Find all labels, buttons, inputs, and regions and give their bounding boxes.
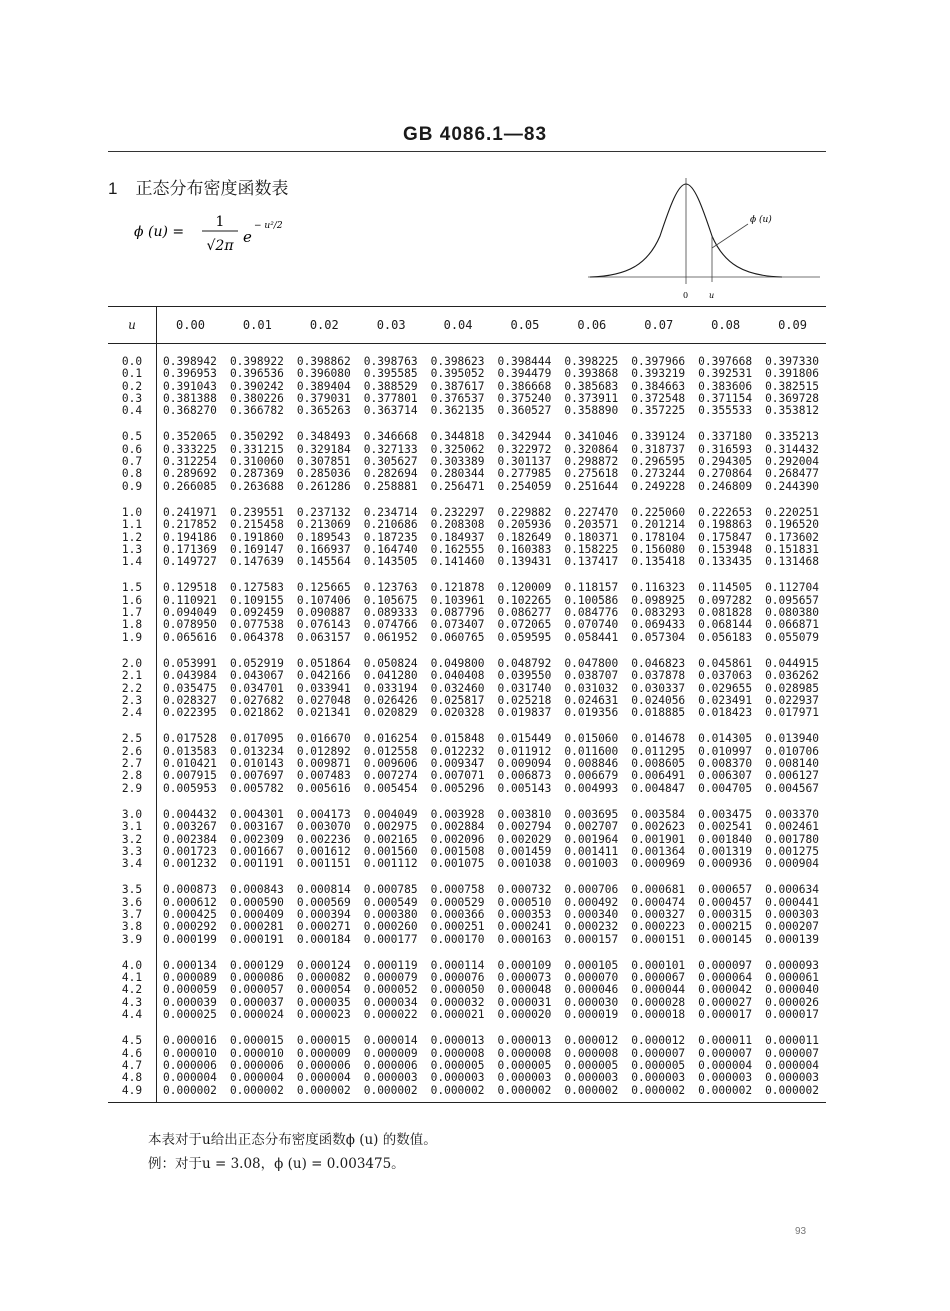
density-values: 0.398444 0.394479 0.386668 0.375240 0.360527 bbox=[497, 355, 552, 418]
u-values: 3.5 3.6 3.7 3.8 3.9 bbox=[108, 875, 157, 950]
density-values: 0.003370 0.002461 0.001780 0.001275 0.000904 bbox=[765, 807, 819, 871]
density-values: 0.398623 0.395052 0.387617 0.376537 0.362135 bbox=[430, 355, 485, 418]
col-header: 0.01 bbox=[224, 307, 291, 344]
table-row bbox=[108, 951, 826, 1026]
density-values: 0.000016 0.000010 0.000006 0.000004 0.000002 bbox=[163, 1034, 217, 1097]
density-values: 0.000101 0.000067 0.000044 0.000028 0.000018 bbox=[631, 958, 686, 1022]
u-values: 0.0 0.1 0.2 0.3 0.4 bbox=[108, 344, 157, 423]
curve-axis-zero: 0 bbox=[683, 291, 689, 300]
density-values: 0.000657 0.000457 0.000315 0.000215 0.000145 bbox=[698, 883, 753, 946]
section-title bbox=[108, 174, 288, 199]
density-values: 0.000012 0.000008 0.000005 0.000003 0.000002 bbox=[564, 1034, 619, 1097]
density-values: 0.352065 0.333225 0.312254 0.289692 0.266085 bbox=[163, 430, 217, 493]
density-values: 0.049800 0.040408 0.032460 0.025817 0.020328 bbox=[430, 656, 485, 720]
note-example: 例：对于u = 3.08，ϕ (u) = 0.003475。 bbox=[148, 1156, 405, 1172]
page-number: 93 bbox=[795, 1226, 807, 1237]
density-values: 0.227470 0.203571 0.180371 0.158225 0.137417 bbox=[564, 505, 619, 569]
u-values: 4.5 4.6 4.7 4.8 4.9 bbox=[108, 1026, 157, 1102]
density-values: 0.016254 0.012558 0.009606 0.007274 0.005454 bbox=[363, 732, 418, 795]
density-values: 0.118157 0.100586 0.084776 0.070740 0.058441 bbox=[564, 581, 619, 644]
density-values: 0.013940 0.010706 0.008140 0.006127 0.004567 bbox=[765, 732, 819, 795]
density-values: 0.004301 0.003167 0.002309 0.001667 0.001191 bbox=[229, 807, 284, 871]
table-header-row bbox=[108, 307, 826, 344]
curve-label-leader bbox=[712, 224, 748, 248]
density-values: 0.229882 0.205936 0.182649 0.160383 0.139431 bbox=[497, 505, 552, 569]
u-values: 1.0 1.1 1.2 1.3 1.4 bbox=[108, 498, 157, 573]
formula-denominator: √2π bbox=[206, 238, 234, 254]
density-values: 0.003928 0.002884 0.002096 0.001508 0.001075 bbox=[430, 807, 485, 871]
density-values: 0.000634 0.000441 0.000303 0.000207 0.000139 bbox=[765, 883, 819, 946]
density-values: 0.046823 0.037878 0.030337 0.024056 0.018885 bbox=[631, 656, 686, 720]
density-values: 0.000013 0.000008 0.000005 0.000003 0.000002 bbox=[497, 1034, 552, 1097]
table-row bbox=[108, 1026, 826, 1102]
density-values: 0.397330 0.391806 0.382515 0.369728 0.353812 bbox=[765, 355, 819, 418]
density-values: 0.000114 0.000076 0.000050 0.000032 0.000021 bbox=[430, 958, 485, 1022]
density-values: 0.000119 0.000079 0.000052 0.000034 0.000022 bbox=[363, 958, 418, 1022]
density-values: 0.048792 0.039550 0.031740 0.025218 0.019837 bbox=[497, 656, 552, 720]
density-values: 0.000013 0.000008 0.000005 0.000003 0.000002 bbox=[430, 1034, 485, 1097]
density-values: 0.000014 0.000009 0.000006 0.000003 0.000002 bbox=[363, 1034, 418, 1097]
density-values: 0.014678 0.011295 0.008605 0.006491 0.004847 bbox=[631, 732, 686, 795]
density-values: 0.398922 0.396536 0.390242 0.380226 0.366782 bbox=[229, 355, 284, 418]
density-values: 0.045861 0.037063 0.029655 0.023491 0.018423 bbox=[698, 656, 753, 720]
density-values: 0.003810 0.002794 0.002029 0.001459 0.001038 bbox=[497, 807, 552, 871]
density-values: 0.342944 0.322972 0.301137 0.277985 0.254059 bbox=[497, 430, 552, 493]
table-row bbox=[108, 422, 826, 497]
density-values: 0.344818 0.325062 0.303389 0.280344 0.256471 bbox=[430, 430, 485, 493]
u-values: 3.0 3.1 3.2 3.3 3.4 bbox=[108, 800, 157, 875]
density-values: 0.003584 0.002623 0.001901 0.001364 0.000969 bbox=[631, 807, 686, 871]
density-values: 0.222653 0.198863 0.175847 0.153948 0.133435 bbox=[698, 505, 753, 569]
density-values: 0.017528 0.013583 0.010421 0.007915 0.005953 bbox=[163, 732, 217, 795]
u-values: 4.0 4.1 4.2 4.3 4.4 bbox=[108, 951, 157, 1026]
density-values: 0.112704 0.095657 0.080380 0.066871 0.055079 bbox=[765, 581, 819, 644]
density-values: 0.239551 0.215458 0.191860 0.169147 0.147639 bbox=[229, 505, 284, 569]
density-values: 0.000681 0.000474 0.000327 0.000223 0.000151 bbox=[631, 883, 686, 946]
col-header: 0.07 bbox=[625, 307, 692, 344]
table-row bbox=[108, 649, 826, 724]
density-values: 0.000732 0.000510 0.000353 0.000241 0.000163 bbox=[497, 883, 552, 946]
density-values: 0.050824 0.041280 0.033194 0.026426 0.020829 bbox=[363, 656, 418, 720]
density-values: 0.000097 0.000064 0.000042 0.000027 0.000017 bbox=[698, 958, 753, 1022]
section-title-text: 正态分布密度函数表 bbox=[135, 179, 289, 199]
density-table bbox=[108, 306, 826, 1103]
density-values: 0.000785 0.000549 0.000380 0.000260 0.000177 bbox=[363, 883, 418, 946]
density-values: 0.232297 0.208308 0.184937 0.162555 0.141460 bbox=[430, 505, 485, 569]
density-values: 0.000015 0.000009 0.000006 0.000004 0.000002 bbox=[296, 1034, 351, 1097]
density-values: 0.237132 0.213069 0.189543 0.166937 0.145564 bbox=[296, 505, 351, 569]
density-curve-diagram bbox=[588, 176, 820, 300]
density-values: 0.398763 0.395585 0.388529 0.377801 0.363714 bbox=[363, 355, 418, 418]
table-body bbox=[108, 344, 826, 1103]
density-values: 0.003475 0.002541 0.001840 0.001319 0.000936 bbox=[698, 807, 753, 871]
density-values: 0.116323 0.098925 0.083293 0.069433 0.057304 bbox=[631, 581, 686, 644]
table-row bbox=[108, 573, 826, 648]
density-values: 0.114505 0.097282 0.081828 0.068144 0.056183 bbox=[698, 581, 753, 644]
density-values: 0.346668 0.327133 0.305627 0.282694 0.258881 bbox=[363, 430, 418, 493]
density-values: 0.000129 0.000086 0.000057 0.000037 0.000024 bbox=[229, 958, 284, 1022]
density-values: 0.127583 0.109155 0.092459 0.077538 0.064378 bbox=[229, 581, 284, 644]
density-values: 0.047800 0.038707 0.031032 0.024631 0.019356 bbox=[564, 656, 619, 720]
density-values: 0.052919 0.043067 0.034701 0.027682 0.021862 bbox=[229, 656, 284, 720]
density-values: 0.123763 0.105675 0.089333 0.074766 0.061952 bbox=[363, 581, 418, 644]
col-header: 0.00 bbox=[157, 307, 224, 344]
density-values: 0.044915 0.036262 0.028985 0.022937 0.017971 bbox=[765, 656, 819, 720]
density-values: 0.000011 0.000007 0.000004 0.000003 0.000002 bbox=[765, 1034, 819, 1097]
standard-code: GB 4086.1—83 bbox=[402, 124, 548, 145]
curve-label: ϕ (u) bbox=[750, 215, 772, 225]
density-values: 0.004049 0.002975 0.002165 0.001560 0.001112 bbox=[363, 807, 418, 871]
u-values: 2.5 2.6 2.7 2.8 2.9 bbox=[108, 724, 157, 799]
density-values: 0.015449 0.011912 0.009094 0.006873 0.005143 bbox=[497, 732, 552, 795]
density-values: 0.053991 0.043984 0.035475 0.028327 0.022395 bbox=[163, 656, 217, 720]
formula-exponent: − u²/2 bbox=[254, 221, 283, 231]
formula-base: e bbox=[243, 228, 252, 246]
density-values: 0.125665 0.107406 0.090887 0.076143 0.063157 bbox=[296, 581, 351, 644]
density-values: 0.397668 0.392531 0.383606 0.371154 0.355533 bbox=[698, 355, 753, 418]
density-values: 0.397966 0.393219 0.384663 0.372548 0.357225 bbox=[631, 355, 686, 418]
density-values: 0.120009 0.102265 0.086277 0.072065 0.059595 bbox=[497, 581, 552, 644]
density-values: 0.121878 0.103961 0.087796 0.073407 0.060765 bbox=[430, 581, 485, 644]
table-row bbox=[108, 875, 826, 950]
table-row bbox=[108, 800, 826, 875]
density-values: 0.398225 0.393868 0.385683 0.373911 0.358890 bbox=[564, 355, 619, 418]
density-values: 0.220251 0.196520 0.173602 0.151831 0.131468 bbox=[765, 505, 819, 569]
density-values: 0.129518 0.110921 0.094049 0.078950 0.065616 bbox=[163, 581, 217, 644]
density-values: 0.000758 0.000529 0.000366 0.000251 0.000170 bbox=[430, 883, 485, 946]
col-header: 0.04 bbox=[425, 307, 492, 344]
density-values: 0.000134 0.000089 0.000059 0.000039 0.000025 bbox=[163, 958, 217, 1022]
col-header: 0.09 bbox=[759, 307, 826, 344]
density-values: 0.398942 0.396953 0.391043 0.381388 0.368270 bbox=[163, 355, 217, 418]
density-values: 0.350292 0.331215 0.310060 0.287369 0.263688 bbox=[229, 430, 284, 493]
col-header: 0.08 bbox=[692, 307, 759, 344]
table-row bbox=[108, 724, 826, 799]
density-values: 0.016670 0.012892 0.009871 0.007483 0.005616 bbox=[296, 732, 351, 795]
density-values: 0.015848 0.012232 0.009347 0.007071 0.005296 bbox=[430, 732, 485, 795]
curve-axis-u: u bbox=[709, 291, 715, 300]
density-formula bbox=[134, 214, 304, 274]
density-values: 0.398862 0.396080 0.389404 0.379031 0.365263 bbox=[296, 355, 351, 418]
density-values: 0.339124 0.318737 0.296595 0.273244 0.249228 bbox=[631, 430, 686, 493]
density-values: 0.004173 0.003070 0.002236 0.001612 0.001151 bbox=[296, 807, 351, 871]
density-values: 0.003695 0.002707 0.001964 0.001411 0.001003 bbox=[564, 807, 619, 871]
density-values: 0.000015 0.000010 0.000006 0.000004 0.000002 bbox=[229, 1034, 284, 1097]
density-values: 0.000105 0.000070 0.000046 0.000030 0.000019 bbox=[564, 958, 619, 1022]
density-values: 0.015060 0.011600 0.008846 0.006679 0.004993 bbox=[564, 732, 619, 795]
section-number: 1 bbox=[108, 179, 118, 198]
u-values: 2.0 2.1 2.2 2.3 2.4 bbox=[108, 649, 157, 724]
u-header: u bbox=[108, 307, 157, 344]
density-values: 0.000093 0.000061 0.000040 0.000026 0.000017 bbox=[765, 958, 819, 1022]
density-values: 0.000109 0.000073 0.000048 0.000031 0.000020 bbox=[497, 958, 552, 1022]
density-values: 0.017095 0.013234 0.010143 0.007697 0.005782 bbox=[229, 732, 284, 795]
table-row bbox=[108, 498, 826, 573]
formula-svg bbox=[134, 214, 304, 274]
note-description: 本表对于u给出正态分布密度函数ϕ (u) 的数值。 bbox=[148, 1132, 437, 1148]
header-rule bbox=[108, 151, 826, 152]
density-values: 0.051864 0.042166 0.033941 0.027048 0.021341 bbox=[296, 656, 351, 720]
u-values: 1.5 1.6 1.7 1.8 1.9 bbox=[108, 573, 157, 648]
density-values: 0.000011 0.000007 0.000004 0.000003 0.000002 bbox=[698, 1034, 753, 1097]
density-values: 0.000124 0.000082 0.000054 0.000035 0.000023 bbox=[296, 958, 351, 1022]
col-header: 0.03 bbox=[358, 307, 425, 344]
density-values: 0.000873 0.000612 0.000425 0.000292 0.000199 bbox=[163, 883, 217, 946]
density-values: 0.337180 0.316593 0.294305 0.270864 0.246809 bbox=[698, 430, 753, 493]
u-values: 0.5 0.6 0.7 0.8 0.9 bbox=[108, 422, 157, 497]
density-values: 0.234714 0.210686 0.187235 0.164740 0.143505 bbox=[363, 505, 418, 569]
formula-numerator: 1 bbox=[215, 214, 225, 230]
density-values: 0.000012 0.000007 0.000005 0.000003 0.000002 bbox=[631, 1034, 686, 1097]
density-values: 0.000814 0.000569 0.000394 0.000271 0.000184 bbox=[296, 883, 351, 946]
formula-lhs: ϕ (u) = bbox=[134, 224, 185, 240]
density-values: 0.241971 0.217852 0.194186 0.171369 0.149727 bbox=[163, 505, 217, 569]
col-header: 0.06 bbox=[558, 307, 625, 344]
density-values: 0.225060 0.201214 0.178104 0.156080 0.135418 bbox=[631, 505, 686, 569]
table-row bbox=[108, 344, 826, 423]
density-values: 0.000843 0.000590 0.000409 0.000281 0.000191 bbox=[229, 883, 284, 946]
density-values: 0.014305 0.010997 0.008370 0.006307 0.004705 bbox=[698, 732, 753, 795]
density-values: 0.004432 0.003267 0.002384 0.001723 0.001232 bbox=[163, 807, 217, 871]
density-values: 0.348493 0.329184 0.307851 0.285036 0.261286 bbox=[296, 430, 351, 493]
density-values: 0.341046 0.320864 0.298872 0.275618 0.251644 bbox=[564, 430, 619, 493]
density-values: 0.335213 0.314432 0.292004 0.268477 0.244390 bbox=[765, 430, 819, 493]
col-header: 0.02 bbox=[291, 307, 358, 344]
col-header: 0.05 bbox=[492, 307, 559, 344]
density-values: 0.000706 0.000492 0.000340 0.000232 0.000157 bbox=[564, 883, 619, 946]
